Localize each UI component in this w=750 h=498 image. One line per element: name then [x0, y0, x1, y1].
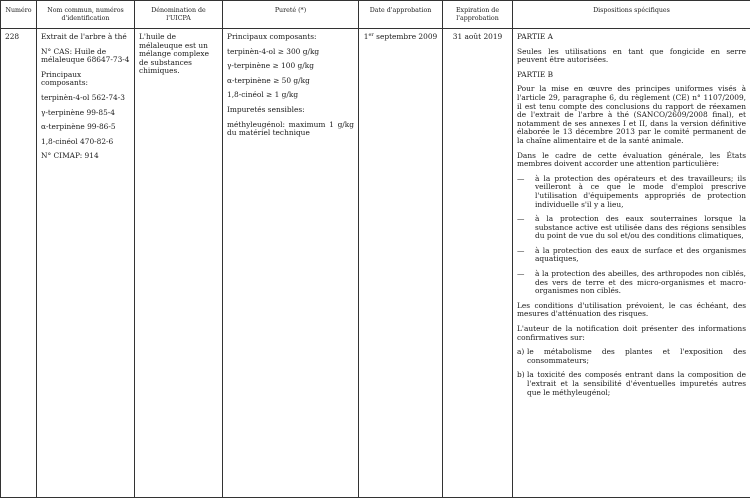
auteur-text: L'auteur de la notification doit présenter des informations confirmatives sur:	[517, 325, 746, 342]
date-sup: er	[368, 32, 373, 38]
date-rest: septembre 2009	[374, 32, 437, 41]
list-item-label: a)	[517, 348, 524, 357]
purete-line: α-terpinène ≥ 50 g/kg	[227, 77, 354, 86]
date-day: 1	[364, 32, 369, 41]
header-expiration: Expiration de l'approbation	[443, 1, 513, 29]
nom-line: Extrait de l'arbre à thé	[41, 33, 130, 42]
dash-list	[517, 175, 746, 296]
header-date-approbation: Date d'approbation	[359, 1, 443, 29]
list-item-text: la toxicité des composés entrant dans la composition de l'extrait et la sensibilité d'éventuelles impuretés autres que le méthyleugénol;	[527, 370, 746, 396]
purete-line: 1,8-cinéol ≥ 1 g/kg	[227, 91, 354, 100]
header-row	[1, 1, 750, 29]
cell-purete	[223, 29, 359, 498]
nom-line: N° CAS: Huile de mélaleuque 68647-73-4	[41, 48, 130, 65]
table-row	[1, 29, 750, 498]
nom-line: γ-terpinène 99-85-4	[41, 109, 130, 118]
cell-date-approbation	[359, 29, 443, 498]
header-iupac: Dénomination de l'UICPA	[135, 1, 223, 29]
header-nom: Nom commun, numéros d'identification	[37, 1, 135, 29]
conditions-text: Les conditions d'utilisation prévoient, le cas échéant, des mesures d'atténuation des risques.	[517, 302, 746, 319]
cell-numero: 228	[1, 29, 37, 498]
nom-line: Principaux composants:	[41, 71, 130, 88]
list-item-text: le métabolisme des plantes et l'exposition des consommateurs;	[527, 347, 746, 365]
purete-line: terpinèn-4-ol ≥ 300 g/kg	[227, 48, 354, 57]
cell-nom	[37, 29, 135, 498]
list-item: — à la protection des eaux de surface et des organismes aquatiques,	[517, 247, 746, 264]
partie-b-title: PARTIE B	[517, 71, 746, 80]
purete-line: γ-terpinène ≥ 100 g/kg	[227, 62, 354, 71]
partie-a-title: PARTIE A	[517, 33, 746, 42]
purete-line: méthyleugénol: maximum 1 g/kg du matériel technique	[227, 121, 354, 138]
header-numero: Numéro	[1, 1, 37, 29]
nom-line: 1,8-cinéol 470-82-6	[41, 138, 130, 147]
cell-expiration: 31 août 2019	[443, 29, 513, 498]
purete-line: Impuretés sensibles:	[227, 106, 354, 115]
list-item: — à la protection des opérateurs et des travailleurs; ils veilleront à ce que le mode d'emploi prescrive l'utilisation d'équipements appropriés de protection individuelle s'il y a lieu,	[517, 175, 746, 209]
cell-dispositions	[513, 29, 750, 498]
header-dispositions: Dispositions spécifiques	[513, 1, 750, 29]
partie-b-intro: Pour la mise en œuvre des principes uniformes visés à l'article 29, paragraphe 6, du règlement (CE) n° 1107/2009, il est tenu compte des conclusions du rapport de réexamen de l'extrait de l'arbre à thé (SANCO/2609/2008 final), et notamment de ses annexes I et II, dans la version définitive élaborée le 13 décembre 2013 par le comité permanent de la chaîne alimentaire et de la santé animale.	[517, 85, 746, 145]
evaluation-text: Dans le cadre de cette évaluation générale, les États membres doivent accorder une attention particulière:	[517, 152, 746, 169]
iupac-text: L'huile de mélaleuque est un mélange complexe de substances chimiques.	[139, 33, 218, 76]
purete-line: Principaux composants:	[227, 33, 354, 42]
header-purete: Pureté (*)	[223, 1, 359, 29]
nom-line: N° CIMAP: 914	[41, 152, 130, 161]
list-item: — à la protection des abeilles, des arthropodes non ciblés, des vers de terre et des micro-organismes et macro-organismes non ciblés.	[517, 270, 746, 296]
nom-line: terpinèn-4-ol 562-74-3	[41, 94, 130, 103]
list-item	[517, 371, 746, 397]
nom-line: α-terpinène 99-86-5	[41, 123, 130, 132]
list-item-label: b)	[517, 371, 525, 380]
list-item	[517, 348, 746, 365]
partie-a-text: Seules les utilisations en tant que fongicide en serre peuvent être autorisées.	[517, 48, 746, 65]
letter-list	[517, 348, 746, 397]
cell-iupac	[135, 29, 223, 498]
list-item: — à la protection des eaux souterraines lorsque la substance active est utilisée dans des régions sensibles du point de vue du sol et/ou des conditions climatiques,	[517, 215, 746, 241]
